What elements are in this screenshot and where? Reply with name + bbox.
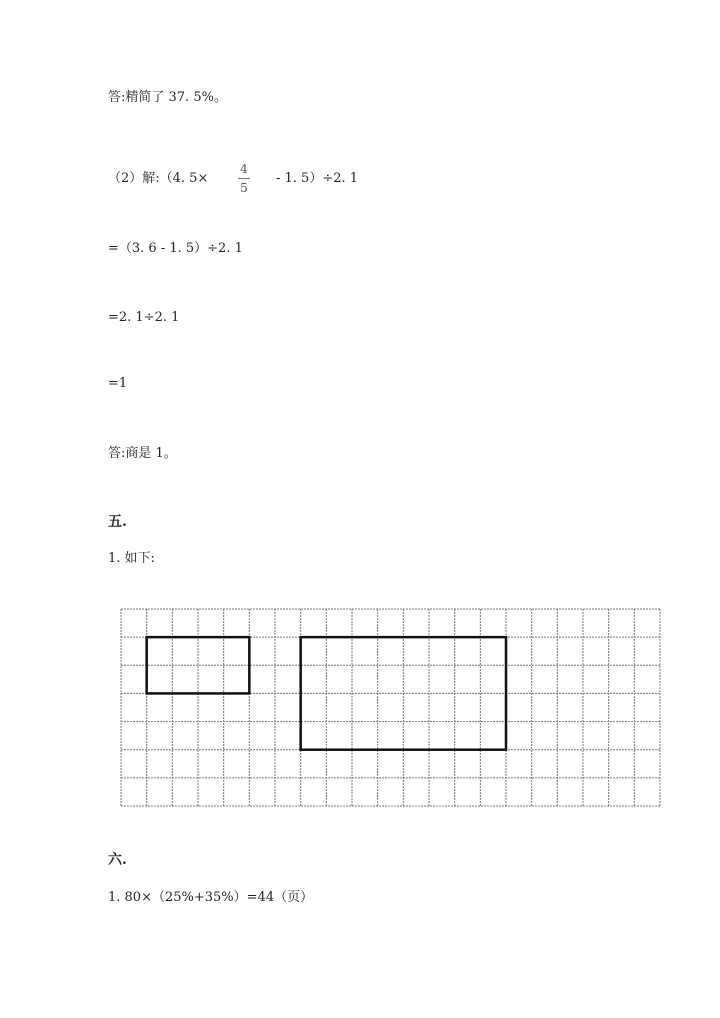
section-6-heading: 六. <box>108 852 127 868</box>
item-1: 1. 如下: <box>108 551 155 566</box>
step-3: =1 <box>108 376 128 391</box>
fraction-denominator: 5 <box>240 181 248 195</box>
solution-2-start: （2）解:（4. 5× <box>108 171 209 186</box>
answer-line-2: 答:商是 1。 <box>108 446 177 461</box>
step-1: =（3. 6 - 1. 5）÷2. 1 <box>108 241 243 256</box>
section-5-heading: 五. <box>108 514 127 530</box>
solution-2-end: - 1. 5）÷2. 1 <box>276 171 359 186</box>
step-2: =2. 1÷2. 1 <box>108 310 180 325</box>
item-6-1: 1. 80×（25%+35%）=44（页） <box>108 890 314 905</box>
fraction-numerator: 4 <box>240 162 248 176</box>
answer-line-1: 答:精简了 37. 5%。 <box>108 90 227 105</box>
